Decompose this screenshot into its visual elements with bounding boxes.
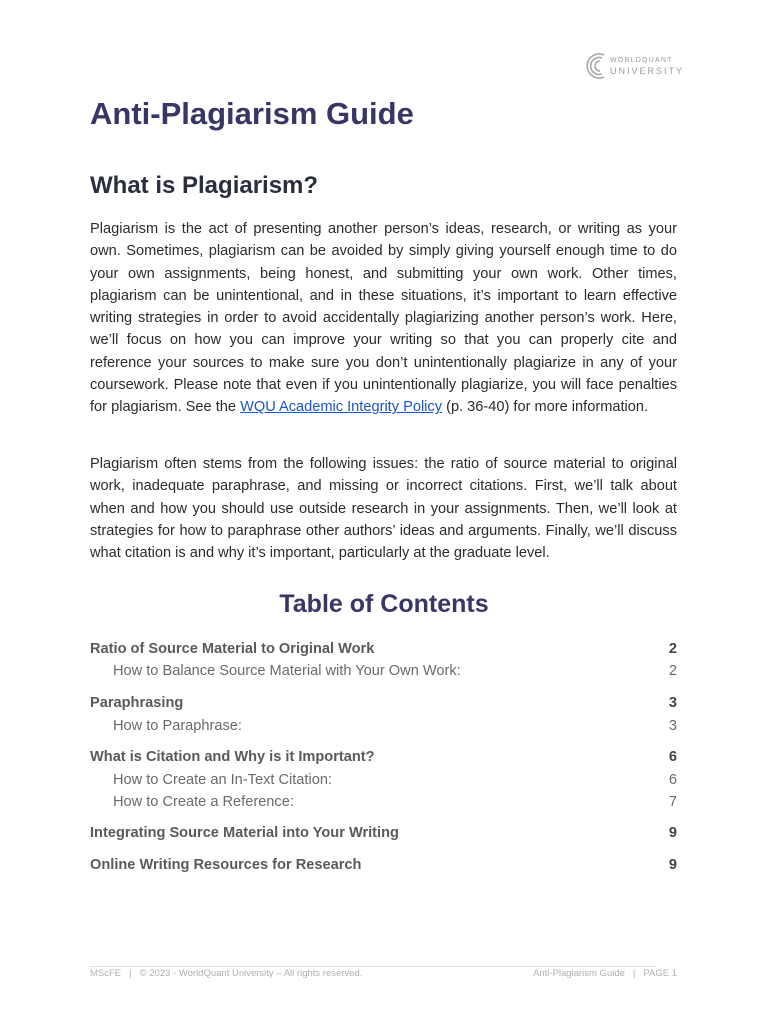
intro-paragraph [90,218,677,419]
toc-subentry-page: 3 [668,718,677,734]
intro-text-start: Plagiarism is the act of presenting another person’s ideas, research, or writing as your own. Sometimes, plagiarism can be avoided by simply giving yourself enough time to do your own assignments, being honest, and submitting your own work. Other times, plagiarism can be unintentional, and in these situations, it’s important to learn effective writing strategies in order to avoid accidentally plagiarizing another person’s work. Here, we’ll focus on how you can improve your writing so that you can properly cite and reference your sources to make sure you don’t unintentionally plagiarize in any of your coursework. Please note that even if you unintentionally plagiarize, you will face penalties for plagiarism. See the [90,221,677,416]
toc-entry-page: 9 [668,857,677,873]
toc-entry-label: Online Writing Resources for Research [90,857,362,873]
intro-text-end: (p. 36-40) for more information. [442,399,649,416]
toc-subentry[interactable] [90,794,677,810]
footer-document-name: Anti-Plagiarism Guide [533,968,625,979]
footer-divider [90,966,656,967]
toc-entry[interactable] [90,825,677,841]
toc-subentry[interactable] [90,663,677,679]
toc-entry-page: 2 [668,641,677,657]
toc-subentry-page: 6 [668,772,677,788]
document-title: Anti-Plagiarism Guide [90,96,414,131]
toc-entry-page: 6 [668,749,677,765]
toc-subentry-page: 2 [668,663,677,679]
footer-copyright: © 2023 - WorldQuant University – All rights reserved. [139,968,363,979]
toc-subentry-label: How to Paraphrase: [113,718,242,734]
footer-page-number: PAGE 1 [643,968,677,979]
toc-subentry-label: How to Balance Source Material with Your Own Work: [113,663,461,679]
toc-subentry-page: 7 [668,794,677,810]
toc-entry-label: Integrating Source Material into Your Writing [90,825,399,841]
toc-entry-page: 3 [668,695,677,711]
footer-separator: | [129,968,132,979]
toc-subentry[interactable] [90,718,677,734]
toc-entry-label: Paraphrasing [90,695,184,711]
footer-program: MScFE [90,968,122,979]
toc-subentry[interactable] [90,772,677,788]
toc-subentry-label: How to Create an In-Text Citation: [113,772,333,788]
toc-entry[interactable] [90,857,677,873]
section-heading: What is Plagiarism? [90,172,319,199]
concentric-c-logo-icon [582,48,608,84]
university-logo [582,48,684,84]
footer-left [90,968,362,979]
toc-title: Table of Contents [279,590,489,618]
toc-entry[interactable] [90,641,677,657]
footer-right [533,968,677,979]
toc-entry[interactable] [90,749,677,765]
toc-entry-label: What is Citation and Why is it Important? [90,749,375,765]
logo-wordmark-bottom: UNIVERSITY [610,66,685,76]
toc-entry-page: 9 [668,825,677,841]
toc-entry[interactable] [90,695,677,711]
logo-wordmark-top: WORLDQUANT [610,57,673,64]
issues-paragraph: Plagiarism often stems from the following issues: the ratio of source material to original work, inadequate paraphrase, and missing or incorrect citations. First, we’ll talk about when and how you should use outside research in your assignments. Then, we’ll look at strategies for how to paraphrase other authors’ ideas and arguments. Finally, we’ll discuss what citation is and why it’s important, particularly at the graduate level. [90,456,677,562]
toc-subentry-label: How to Create a Reference: [113,794,294,810]
academic-integrity-policy-link[interactable]: WQU Academic Integrity Policy [240,399,443,416]
toc-entry-label: Ratio of Source Material to Original Work [90,641,375,657]
footer-separator: | [632,968,636,979]
